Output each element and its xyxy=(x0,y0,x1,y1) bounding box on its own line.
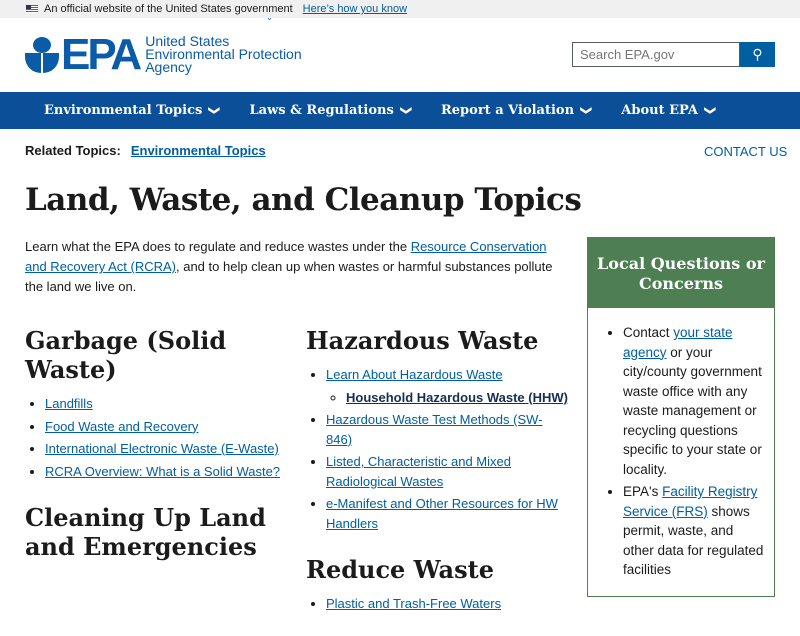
agency-line: Agency xyxy=(145,59,192,75)
learn-hazardous-link[interactable]: Learn About Hazardous Waste xyxy=(326,367,503,382)
list-item xyxy=(326,452,568,491)
listed-wastes-link[interactable]: Listed, Characteristic and Mixed Radiological Wastes xyxy=(326,454,511,489)
intro-post: , and to help clean up when wastes or harmful substances pollute the land we live on. xyxy=(25,259,553,294)
search-input[interactable] xyxy=(572,42,740,67)
reduce-section xyxy=(306,555,568,614)
epa-seal-icon xyxy=(25,37,59,73)
nav-report-violation[interactable] xyxy=(440,103,594,118)
trash-free-waters-link[interactable]: Plastic and Trash-Free Waters xyxy=(326,596,502,611)
section-heading: Reduce Waste xyxy=(306,555,494,584)
heres-how-you-know-link[interactable]: Here’s how you know xyxy=(302,3,408,15)
list-item xyxy=(346,388,568,408)
nav-label: About EPA xyxy=(621,103,698,118)
box-heading: Local Questions or Concerns xyxy=(588,238,774,308)
epa-logo[interactable] xyxy=(25,29,302,79)
text: or your city/county government waste office with any waste management or recycling questions specific to your state or locality. xyxy=(623,344,762,477)
epa-wordmark: EPA xyxy=(61,29,140,79)
rcra-link[interactable]: Resource Conservation and Recovery Act (RCRA) xyxy=(25,239,547,274)
us-flag-icon xyxy=(26,5,38,13)
nav-laws-regulations[interactable] xyxy=(250,103,411,118)
text: EPA's xyxy=(623,484,663,499)
text: shows permit, waste, and other data for regulated facilities xyxy=(623,503,764,577)
related-link[interactable]: Environmental Topics xyxy=(130,143,266,158)
list-item xyxy=(623,323,766,479)
section-heading: Hazardous Waste xyxy=(306,326,539,355)
list-item xyxy=(45,439,287,459)
gov-banner xyxy=(0,0,800,18)
agency-name xyxy=(145,35,301,74)
rcra-overview-link[interactable]: RCRA Overview: What is a Solid Waste? xyxy=(45,463,281,479)
chevron-down-icon: ❯ xyxy=(399,105,413,116)
hhw-link[interactable]: Household Hazardous Waste (HHW) xyxy=(346,389,568,405)
page-title: Land, Waste, and Cleanup Topics xyxy=(25,182,582,218)
landfills-link[interactable]: Landfills xyxy=(45,396,93,411)
list-item xyxy=(326,594,568,614)
section-heading: Garbage (Solid Waste) xyxy=(25,326,227,384)
banner-text: An official website of the United States government xyxy=(44,3,293,15)
chevron-down-icon[interactable]: ⌄ xyxy=(266,13,273,22)
e-waste-link[interactable]: International Electronic Waste (E-Waste) xyxy=(45,441,279,456)
nav-label: Environmental Topics xyxy=(44,103,203,118)
intro-pre: Learn what the EPA does to regulate and reduce wastes under the xyxy=(25,239,411,254)
cleanup-section xyxy=(25,503,287,561)
list-item xyxy=(45,417,287,437)
section-heading: Cleaning Up Land and Emergencies xyxy=(25,503,266,561)
middle-column xyxy=(306,326,568,636)
text: Contact xyxy=(623,325,674,340)
chevron-down-icon: ❯ xyxy=(580,105,594,116)
agency-line: Environmental Protection xyxy=(145,46,302,62)
related-label: Related Topics: xyxy=(25,143,121,158)
list-item xyxy=(45,394,287,414)
nav-environmental-topics[interactable] xyxy=(44,103,220,118)
list-item xyxy=(326,494,568,533)
main-nav xyxy=(0,92,800,129)
search-icon: ⚲ xyxy=(752,46,763,62)
related-topics xyxy=(25,143,266,158)
left-column xyxy=(25,326,287,583)
list-item xyxy=(623,482,766,580)
garbage-section xyxy=(25,326,287,481)
list-item xyxy=(45,462,287,482)
search-button[interactable] xyxy=(740,42,775,67)
e-manifest-link[interactable]: e-Manifest and Other Resources for HW Handlers xyxy=(326,496,558,531)
state-agency-link[interactable]: your state agency xyxy=(623,325,733,360)
nav-label: Report a Violation xyxy=(440,103,575,118)
frs-link[interactable]: Facility Registry Service (FRS) xyxy=(623,484,758,519)
list-item xyxy=(326,410,568,449)
nav-about-epa[interactable] xyxy=(621,103,718,118)
search-form xyxy=(572,42,775,67)
food-waste-link[interactable]: Food Waste and Recovery xyxy=(45,418,199,434)
local-questions-box xyxy=(587,237,775,597)
agency-line: United States xyxy=(145,33,230,49)
hazardous-section xyxy=(306,326,568,533)
chevron-down-icon: ❯ xyxy=(208,105,222,116)
list-item xyxy=(326,365,568,407)
test-methods-link[interactable]: Hazardous Waste Test Methods (SW-846) xyxy=(326,412,543,447)
nav-label: Laws & Regulations xyxy=(249,103,394,118)
chevron-down-icon: ❯ xyxy=(704,105,718,116)
intro-text xyxy=(25,237,555,297)
contact-us-link[interactable]: CONTACT US xyxy=(704,144,788,159)
